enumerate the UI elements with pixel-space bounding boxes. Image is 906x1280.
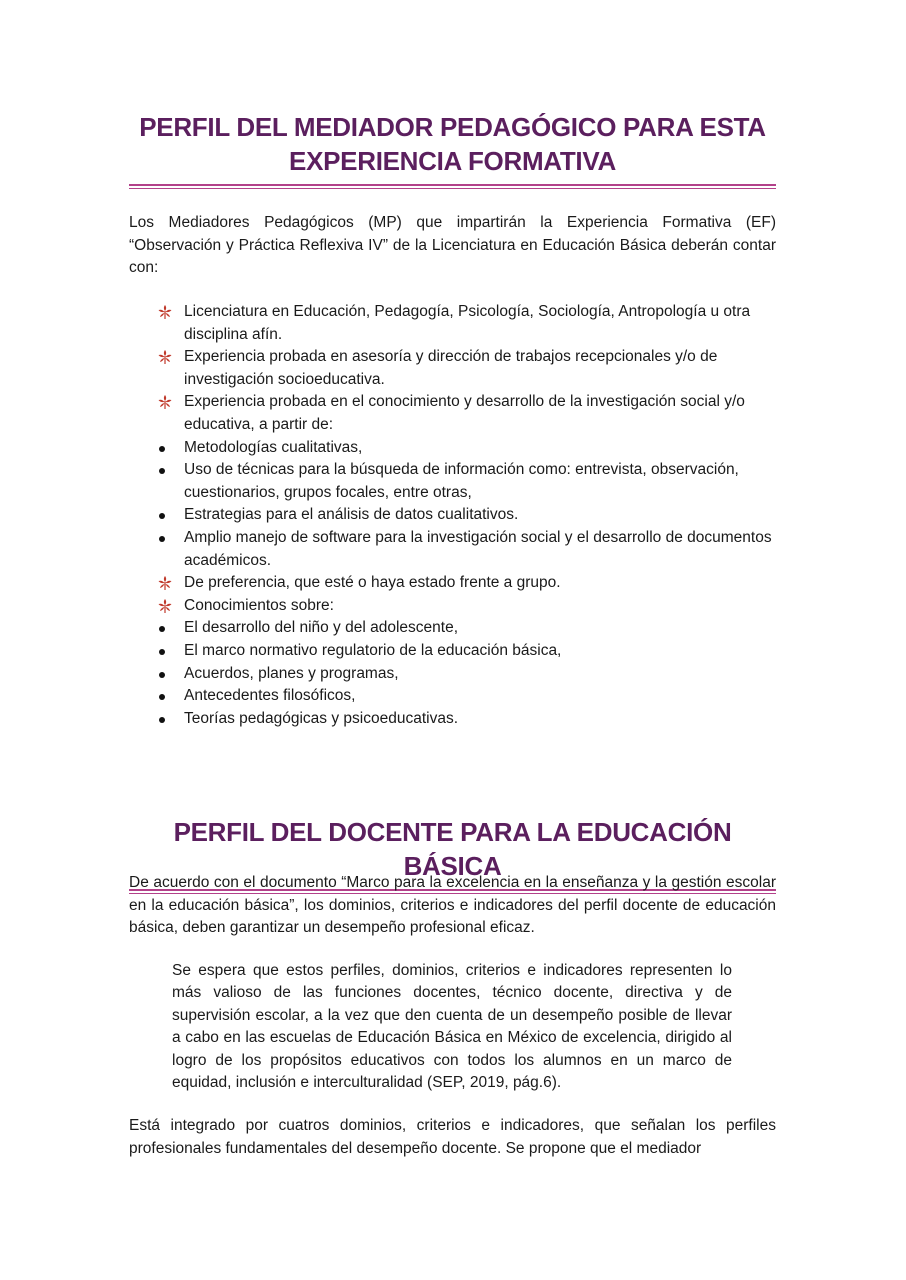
bullet-dot-icon [159,513,165,519]
bullet-dot-icon [159,694,165,700]
section2-body [129,872,776,940]
list-item-text: Teorías pedagógicas y psicoeducativas. [184,709,458,727]
flower-bullet-icon [157,598,173,614]
list-item [129,459,776,504]
bullet-dot-icon [159,446,165,452]
list-item [129,437,776,460]
section1-body [129,212,776,280]
requirements-list [129,301,776,730]
flower-bullet-icon [157,349,173,365]
list-item-text: Conocimientos sobre: [184,596,334,614]
list-item-text: De preferencia, que esté o haya estado frente a grupo. [184,574,561,592]
list-item [129,572,776,595]
section1-title-line1: PERFIL DEL MEDIADOR PEDAGÓGICO PARA ESTA [139,112,766,142]
list-item-text: Acuerdos, planes y programas, [184,664,399,682]
flower-bullet-icon [157,575,173,591]
list-item [129,527,776,572]
list-item [129,391,776,436]
section2-intro: De acuerdo con el documento “Marco para la excelencia en la enseñanza y la gestión escolar en la educación básica”, los dominios, criterios e indicadores del perfil docente de educación básica, deben garantizar un desempeño profesional eficaz. [129,874,776,937]
list-item-text: El marco normativo regulatorio de la educación básica, [184,641,562,659]
list-item [129,640,776,663]
bullet-dot-icon [159,468,165,474]
section1-title-line2: EXPERIENCIA FORMATIVA [289,146,616,176]
list-item-text: Experiencia probada en asesoría y dirección de trabajos recepcionales y/o de investigación socioeducativa. [184,348,718,388]
list-item-text: Experiencia probada en el conocimiento y desarrollo de la investigación social y/o educativa, a partir de: [184,393,745,433]
list-item [129,346,776,391]
bullet-dot-icon [159,626,165,632]
list-item-text: Amplio manejo de software para la investigación social y el desarrollo de documentos académicos. [184,528,772,569]
bullet-dot-icon [159,717,165,723]
bullet-dot-icon [159,536,165,542]
list-item [129,708,776,731]
list-item [129,663,776,686]
bullet-dot-icon [159,672,165,678]
list-item-text: El desarrollo del niño y del adolescente, [184,619,459,637]
section2-closing: Está integrado por cuatros dominios, criterios e indicadores, que señalan los perfiles profesionales fundamentales del desempeño docente. Se propone que el mediador [129,1117,776,1157]
list-item [129,504,776,527]
section1-header [129,110,776,189]
list-item [129,685,776,708]
list-item [129,617,776,640]
flower-bullet-icon [157,304,173,320]
bullet-dot-icon [159,649,165,655]
sep-quote: Se espera que estos perfiles, dominios, criterios e indicadores representen lo más valioso de las funciones docentes, técnico docente, directiva y de supervisión escolar, a la vez que den cuenta de un desempeño posible de llevar a cabo en las escuelas de Educación Básica en México de excelencia, dirigido al logro de los propósitos educativos con todos los alumnos en un marco de equidad, inclusión e interculturalidad (SEP, 2019, pág.6). [172,962,732,1092]
section2-closing-block [129,1115,776,1160]
section2-title: PERFIL DEL DOCENTE PARA LA EDUCACIÓN BÁSICA [173,817,732,881]
list-item-text: Uso de técnicas para la búsqueda de información como: entrevista, observación, cuestionarios, grupos focales, entre otras, [184,461,739,501]
section1-intro: Los Mediadores Pedagógicos (MP) que impartirán la Experiencia Formativa (EF) “Observación y Práctica Reflexiva IV” de la Licenciatura en Educación Básica deberán contar con: [129,214,776,277]
list-item-text: Antecedentes filosóficos, [184,687,356,705]
flower-bullet-icon [157,394,173,410]
list-item [129,595,776,618]
list-item [129,301,776,346]
list-item-text: Estrategias para el análisis de datos cualitativos. [184,506,519,524]
section1-divider [129,184,776,189]
list-item-text: Licenciatura en Educación, Pedagogía, Psicología, Sociología, Antropología u otra disciplina afín. [184,303,751,343]
list-item-text: Metodologías cualitativas, [184,438,363,456]
section1-title [129,110,776,178]
